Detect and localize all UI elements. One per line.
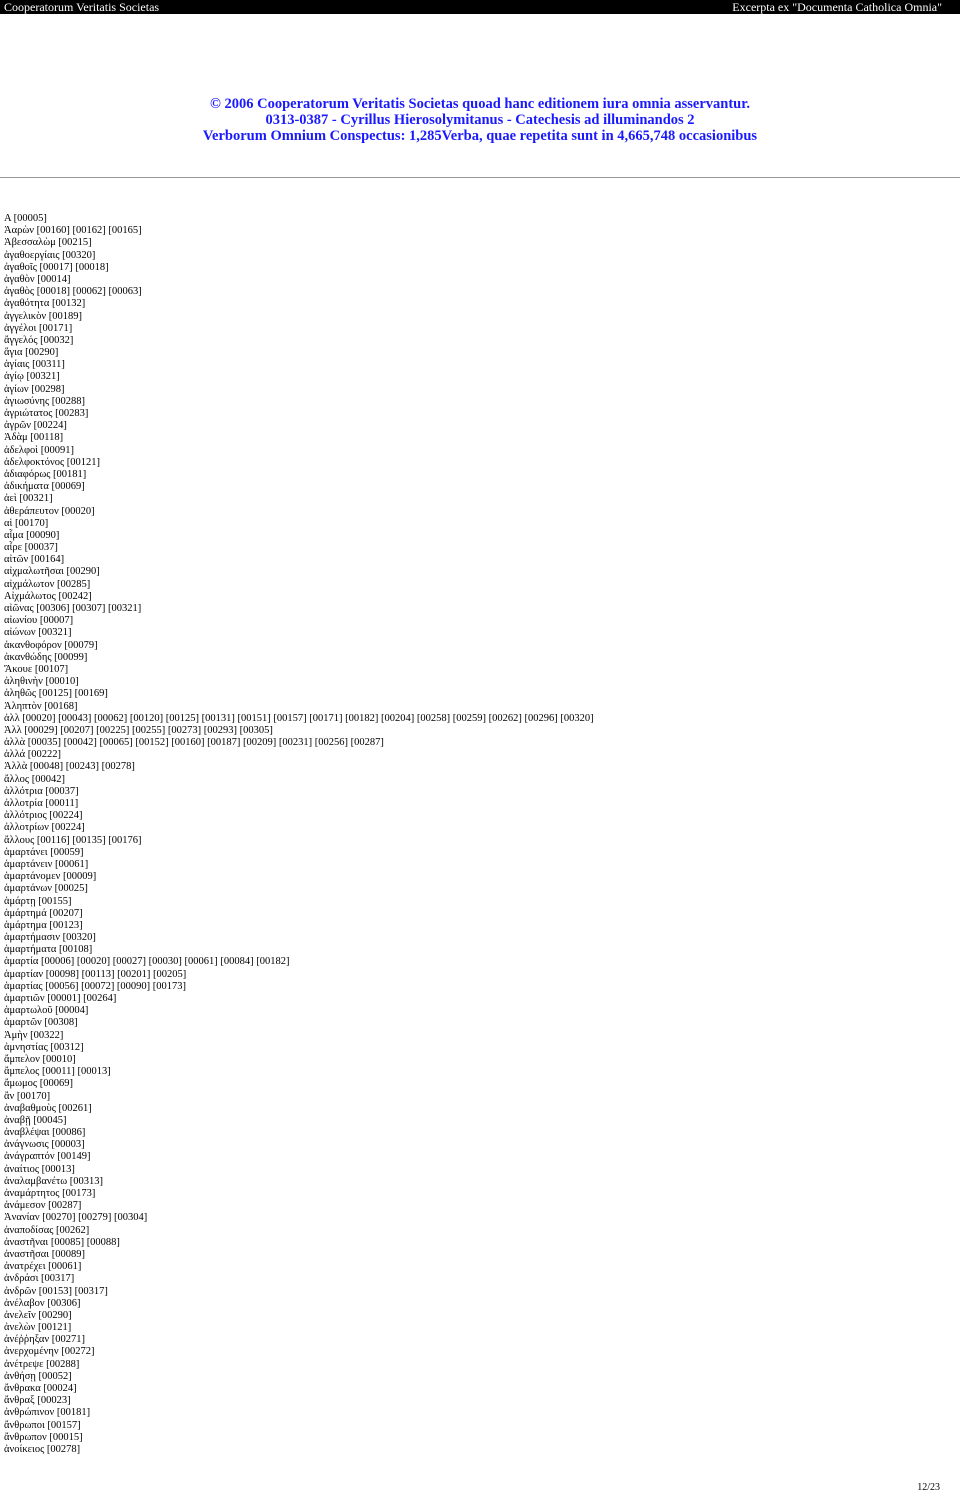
- index-entry: ἀνάγραπτόν [00149]: [4, 1151, 91, 1163]
- index-entry: ἀναστῆσαι [00089]: [4, 1248, 85, 1260]
- index-entry: ἀνέῤῥηξαν [00271]: [4, 1334, 86, 1346]
- index-entry: ἀλλ [00020] [00043] [00062] [00120] [00125] [00131] [00151] [00157] [00171] [00182] [00204] [00258] [00259] [00262] [00296] [00320]: [4, 712, 594, 724]
- index-entry: A [00005]: [4, 213, 47, 224]
- index-entry: Αἰχμάλωτος [00242]: [4, 590, 92, 602]
- index-entry: ἀναποδίσας [00262]: [4, 1224, 90, 1236]
- top-bar: [0, 0, 960, 14]
- index-entry: ἄμπελος [00011] [00013]: [4, 1066, 111, 1078]
- conspectus-line: Verborum Omnium Conspectus: 1,285Verba, quae repetita sunt in 4,665,748 occasionibus: [202, 128, 758, 144]
- index-entry: ἀνάμεσον [00287]: [4, 1200, 82, 1212]
- index-entry: ἀγριώτατος [00283]: [4, 408, 89, 419]
- index-entry: ἁμαρτία [00006] [00020] [00027] [00030] [00061] [00084] [00182]: [4, 956, 290, 968]
- index-entry: ἁμαρτήματα [00108]: [4, 944, 93, 956]
- index-entry: ἁμάρτῃ [00155]: [4, 895, 72, 907]
- index-entry: ἁγίων [00298]: [4, 383, 65, 395]
- index-entry: ἁμαρτάνειν [00061]: [4, 858, 89, 870]
- index-entry: ἀθεράπευτον [00020]: [4, 505, 95, 517]
- index-entry: ἅγια [00290]: [4, 347, 59, 359]
- index-entry: ἀνθρώπινον [00181]: [4, 1407, 91, 1419]
- index-entry: ἀγαθότητα [00132]: [4, 298, 86, 310]
- index-entry: αἰωνίου [00007]: [4, 615, 74, 627]
- index-entry: ἁμαρτίαν [00098] [00113] [00201] [00205]: [4, 968, 187, 980]
- index-entry: ἀναστῆναι [00085] [00088]: [4, 1236, 120, 1248]
- index-entry: ἀδιαφόρως [00181]: [4, 468, 87, 480]
- index-entry: ἀνερχομένην [00272]: [4, 1346, 95, 1358]
- source-title: Excerpta ex "Documenta Catholica Omnia": [732, 0, 942, 14]
- index-entry: ἀλλοτρίων [00224]: [4, 822, 85, 834]
- index-entry: αἱ [00170]: [4, 517, 49, 529]
- index-entry: ἁμάρτημά [00207]: [4, 907, 83, 919]
- index-entry: ἀγαθὸς [00018] [00062] [00063]: [4, 286, 142, 298]
- index-entry: αἰχμάλωτον [00285]: [4, 578, 91, 590]
- index-entry: ἀναλαμβανέτω [00313]: [4, 1175, 103, 1187]
- index-entry: ἀμνηστίας [00312]: [4, 1041, 84, 1053]
- site-name: Cooperatorum Veritatis Societas: [4, 0, 160, 14]
- index-entry: ἁμαρτιῶν [00001] [00264]: [4, 993, 117, 1004]
- word-index-list: [4, 213, 594, 1456]
- index-entry: ἀνέλαβον [00306]: [4, 1297, 81, 1309]
- index-entry: αἷμα [00090]: [4, 529, 60, 541]
- index-entry: ἀληθινὴν [00010]: [4, 676, 79, 688]
- index-entry: ἀληθῶς [00125] [00169]: [4, 688, 108, 700]
- index-entry: ἀδελφοὶ [00091]: [4, 444, 74, 456]
- index-entry: Ἀλλὰ [00048] [00243] [00278]: [4, 761, 135, 773]
- index-entry: Ἀληπτὸν [00168]: [4, 700, 78, 712]
- index-entry: ἀγρῶν [00224]: [4, 420, 67, 432]
- index-entry: Ἀνανίαν [00270] [00279] [00304]: [4, 1212, 148, 1224]
- index-entry: ἂν [00170]: [4, 1090, 51, 1102]
- index-entry: αἰτῶν [00164]: [4, 554, 65, 566]
- index-entry: ἀγαθοεργίαις [00320]: [4, 249, 96, 261]
- index-entry: ἁμάρτημα [00123]: [4, 919, 83, 931]
- index-entry: ἀνδράσι [00317]: [4, 1273, 75, 1285]
- index-entry: αἰώνων [00321]: [4, 627, 72, 639]
- index-entry: ἄνθραξ [00023]: [4, 1395, 71, 1407]
- index-entry: αἶρε [00037]: [4, 542, 58, 554]
- index-entry: ἄγγελός [00032]: [4, 334, 74, 346]
- header-divider: [0, 177, 960, 178]
- copyright-line: © 2006 Cooperatorum Veritatis Societas quoad hanc editionem iura omnia asservantur.: [210, 96, 750, 112]
- index-entry: ἀλλότρια [00037]: [4, 785, 79, 797]
- index-entry: Ἀλλ [00029] [00207] [00225] [00255] [00273] [00293] [00305]: [4, 724, 273, 736]
- index-entry: ἁμαρτάνομεν [00009]: [4, 871, 97, 883]
- index-entry: ἄνθρωπον [00015]: [4, 1431, 83, 1443]
- index-entry: ἀλλά [00222]: [4, 749, 62, 761]
- index-entry: ἀκανθοφόρον [00079]: [4, 639, 98, 651]
- index-entry: ἁγίῳ [00321]: [4, 371, 60, 383]
- index-entry: ἄνθρακα [00024]: [4, 1383, 77, 1394]
- index-entry: Ἄκουε [00107]: [4, 663, 69, 675]
- index-entry: ἄνθρωποι [00157]: [4, 1419, 81, 1431]
- index-entry: ἄμπελον [00010]: [4, 1053, 76, 1065]
- index-entry: ἀγγέλοι [00171]: [4, 322, 73, 334]
- document-header: [0, 96, 960, 144]
- index-entry: ἀναβαθμοὺς [00261]: [4, 1102, 92, 1114]
- index-entry: ἀγγελικὸν [00189]: [4, 310, 82, 322]
- index-entry: αἰῶνας [00306] [00307] [00321]: [4, 603, 142, 614]
- index-entry: ἀνελὼν [00121]: [4, 1322, 72, 1334]
- index-entry: ἀκανθώδης [00099]: [4, 651, 88, 663]
- index-entry: ἄλλος [00042]: [4, 773, 65, 785]
- index-entry: ἁμαρτωλοῦ [00004]: [4, 1005, 89, 1017]
- index-entry: ἀνδρῶν [00153] [00317]: [4, 1285, 108, 1297]
- index-entry: ἀλλὰ [00035] [00042] [00065] [00152] [00160] [00187] [00209] [00231] [00256] [00287]: [4, 737, 384, 749]
- index-entry: ἄμωμος [00069]: [4, 1078, 73, 1090]
- index-entry: ἀλλότριος [00224]: [4, 810, 83, 822]
- index-entry: Ἀαρὼν [00160] [00162] [00165]: [4, 225, 142, 237]
- index-entry: ἀναμάρτητος [00173]: [4, 1188, 96, 1199]
- index-entry: ἀνάγνωσις [00003]: [4, 1139, 85, 1151]
- index-entry: ἁμαρτάνων [00025]: [4, 883, 88, 895]
- index-entry: Ἀμὴν [00322]: [4, 1029, 64, 1041]
- index-entry: ἀναίτιος [00013]: [4, 1163, 75, 1175]
- work-title-line: 0313-0387 - Cyrillus Hierosolymitanus - Catechesis ad illuminandos 2: [265, 112, 695, 128]
- index-entry: ἁμαρτάνει [00059]: [4, 846, 84, 858]
- index-entry: ἀγαθοῖς [00017] [00018]: [4, 261, 109, 273]
- index-entry: Ἀδὰμ [00118]: [4, 432, 64, 444]
- index-entry: ἁμαρτίας [00056] [00072] [00090] [00173]: [4, 980, 187, 992]
- index-entry: ἁμαρτῶν [00308]: [4, 1017, 78, 1029]
- index-entry: ἀλλοτρία [00011]: [4, 798, 79, 809]
- index-entry: Ἀβεσσαλὼμ [00215]: [4, 237, 92, 249]
- index-entry: ἀνατρέχει [00061]: [4, 1261, 82, 1273]
- index-entry: ἄλλους [00116] [00135] [00176]: [4, 834, 142, 846]
- index-entry: ἁμαρτήμασιν [00320]: [4, 932, 96, 944]
- index-entry: ἁγίαις [00311]: [4, 359, 65, 371]
- index-entry: ἀεὶ [00321]: [4, 493, 53, 505]
- index-entry: ἀνελεῖν [00290]: [4, 1309, 72, 1321]
- index-entry: ἀδικήματα [00069]: [4, 481, 85, 493]
- page-number: 12/23: [917, 1482, 940, 1493]
- index-entry: ἁγιωσύνης [00288]: [4, 395, 86, 407]
- index-entry: ἀγαθὸν [00014]: [4, 273, 71, 285]
- index-entry: ἀνέτρεψε [00288]: [4, 1358, 80, 1370]
- index-entry: ἀνοίκειος [00278]: [4, 1443, 81, 1455]
- index-entry: ἀναβλέψαι [00086]: [4, 1127, 86, 1139]
- index-entry: ἀνθήσῃ [00052]: [4, 1370, 72, 1382]
- index-entry: ἀδελφοκτόνος [00121]: [4, 456, 101, 468]
- index-entry: ἀναβῇ [00045]: [4, 1114, 67, 1126]
- index-entry: αἰχμαλωτῆσαι [00290]: [4, 566, 100, 578]
